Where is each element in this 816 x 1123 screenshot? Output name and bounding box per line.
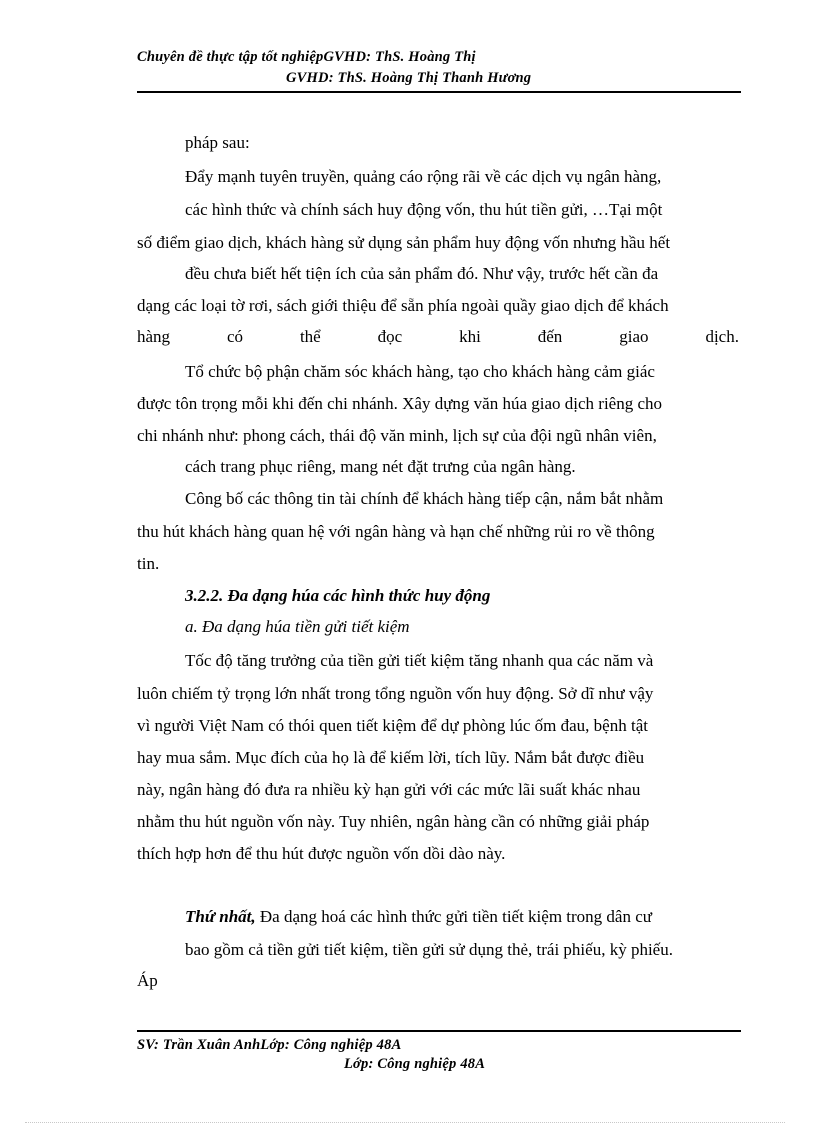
- body-line-8: Tổ chức bộ phận chăm sóc khách hàng, tạo cho khách hàng cảm giác: [185, 362, 655, 381]
- header-line-1: Chuyên đề thực tập tốt nghiệpGVHD: ThS. Hoàng Thị: [137, 49, 476, 65]
- word: đến: [537, 327, 563, 346]
- body-line-4: số điểm giao dịch, khách hàng sử dụng sản phẩm huy động vốn nhưng hầu hết: [137, 233, 671, 252]
- body-line-9: được tôn trọng mỗi khi đến chi nhánh. Xây dựng văn húa giao dịch riêng cho: [137, 394, 663, 413]
- body-line-1: pháp sau:: [185, 133, 250, 152]
- body-line-22: [185, 907, 652, 927]
- header-rule: [137, 91, 741, 93]
- body-line-23: bao gồm cả tiền gửi tiết kiệm, tiền gửi sử dụng thẻ, trái phiếu, kỳ phiếu.: [185, 940, 673, 959]
- section-heading: 3.2.2. Đa dạng húa các hình thức huy động: [185, 586, 491, 605]
- subsection-heading: a. Đa dạng húa tiền gửi tiết kiệm: [185, 617, 410, 636]
- body-line-16: luôn chiếm tỷ trọng lớn nhất trong tổng nguồn vốn huy động. Sở dĩ như vậy: [137, 684, 654, 703]
- header-line-2: GVHD: ThS. Hoàng Thị Thanh Hương: [286, 70, 532, 86]
- body-line-11: cách trang phục riêng, mang nét đặt trưng của ngân hàng.: [185, 457, 576, 476]
- body-line-12: Công bố các thông tin tài chính để khách hàng tiếp cận, nắm bắt nhằm: [185, 489, 664, 508]
- body-line-14: tin.: [137, 554, 160, 573]
- word: có: [226, 327, 244, 346]
- body-line-6: dạng các loại tờ rơi, sách giới thiệu để sẵn phía ngoài quầy giao dịch để khách: [137, 296, 669, 315]
- body-line-21: thích hợp hơn để thu hút được nguồn vốn dồi dào này.: [137, 844, 506, 863]
- word: đọc: [377, 327, 403, 346]
- word: thể: [299, 327, 321, 346]
- body-line-19: này, ngân hàng đó đưa ra nhiều kỳ hạn gửi với các mức lãi suất khác nhau: [137, 780, 641, 799]
- word: khi: [459, 327, 481, 346]
- word: giao: [619, 327, 649, 346]
- body-line-18: hay mua sắm. Mục đích của họ là để kiếm lời, tích lũy. Nắm bắt được điều: [137, 748, 645, 767]
- body-line-24: Áp: [137, 971, 158, 990]
- body-line-7: [137, 327, 739, 347]
- line-rest: Đa dạng hoá các hình thức gửi tiền tiết kiệm trong dân cư: [255, 907, 652, 926]
- footer-line-1: SV: Trần Xuân AnhLớp: Công nghiệp 48A: [137, 1037, 402, 1053]
- body-line-5: đều chưa biết hết tiện ích của sản phẩm đó. Như vậy, trước hết cần đa: [185, 264, 659, 283]
- emphasis-lead: Thứ nhất,: [185, 907, 256, 926]
- body-line-20: nhằm thu hút nguồn vốn này. Tuy nhiên, ngân hàng cần có những giải pháp: [137, 812, 650, 831]
- footer-line-2: Lớp: Công nghiệp 48A: [344, 1056, 486, 1072]
- body-line-2: Đẩy mạnh tuyên truyền, quảng cáo rộng rãi về các dịch vụ ngân hàng,: [185, 167, 662, 186]
- word: dịch.: [705, 327, 739, 346]
- word: hàng: [137, 327, 171, 346]
- body-line-17: vì người Việt Nam có thói quen tiết kiệm để dự phòng lúc ốm đau, bệnh tật: [137, 716, 648, 735]
- body-line-13: thu hút khách hàng quan hệ với ngân hàng và hạn chế những rủi ro về thông: [137, 522, 655, 541]
- body-line-3: các hình thức và chính sách huy động vốn, thu hút tiền gửi, …Tại một: [185, 200, 663, 219]
- body-line-10: chi nhánh như: phong cách, thái độ văn minh, lịch sự của đội ngũ nhân viên,: [137, 426, 657, 445]
- body-line-15: Tốc độ tăng trưởng của tiền gửi tiết kiệm tăng nhanh qua các năm và: [185, 651, 654, 670]
- footer-rule: [137, 1030, 741, 1032]
